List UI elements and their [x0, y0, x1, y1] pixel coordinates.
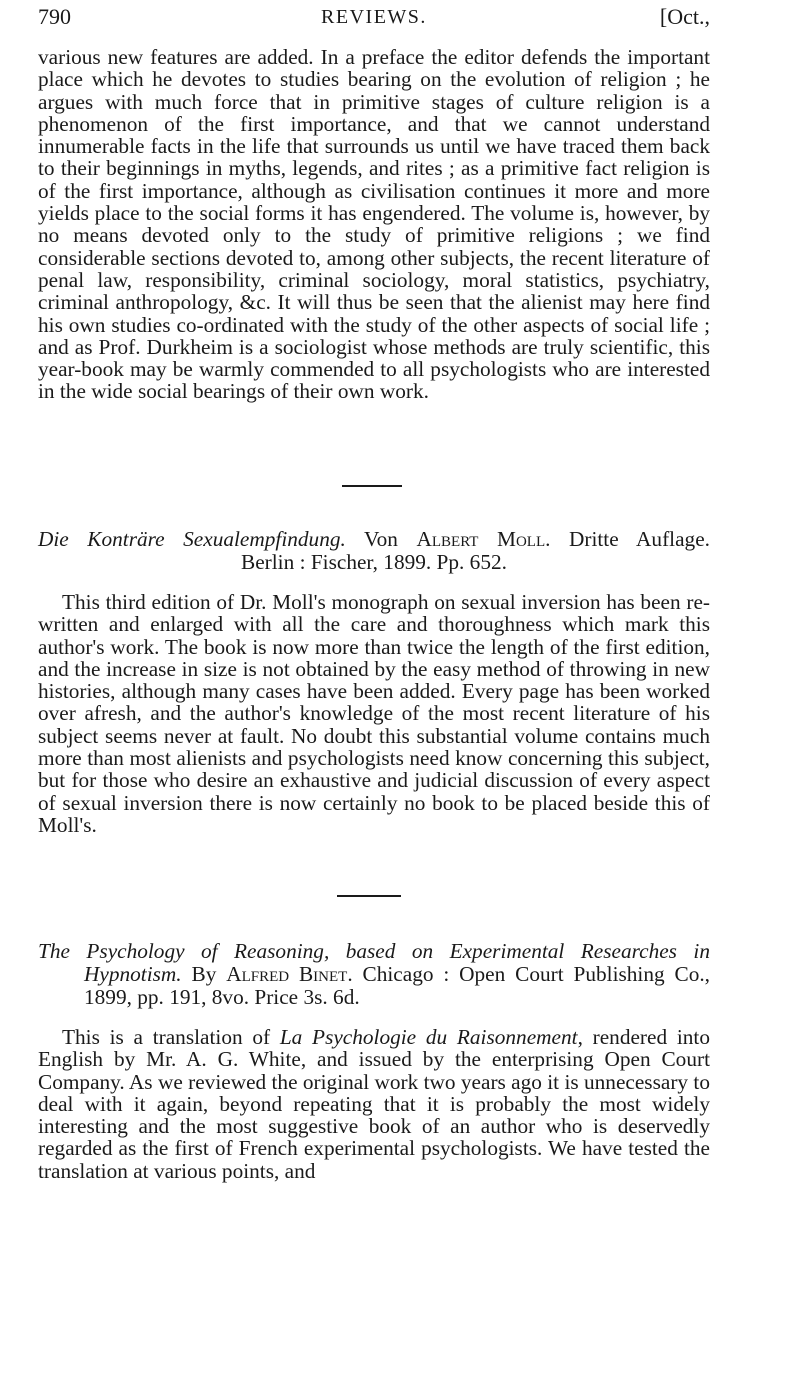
- text-segment: This is a translation of: [62, 1025, 271, 1049]
- section-divider: [337, 895, 401, 897]
- book-title: Die Konträre Sexualempfindung.: [38, 527, 346, 551]
- book-edition: Dritte Auflage.: [569, 527, 710, 551]
- by-prefix: By: [191, 961, 217, 986]
- book-publication: Berlin : Fischer, 1899. Pp. 652.: [241, 549, 507, 574]
- citation-block: [38, 940, 710, 1008]
- review-text-binet: [38, 1026, 710, 1182]
- review-citation-binet: [38, 940, 710, 1008]
- original-title: La Psychologie du Raisonnement: [279, 1025, 578, 1049]
- by-prefix: Von: [363, 527, 398, 551]
- section-divider: [342, 485, 402, 487]
- page-number: 790: [38, 4, 71, 29]
- running-date: [Oct.,: [659, 4, 710, 29]
- text-segment: , rendered into English by Mr. A. G. White, and issued by the enterprising Open Court Company. As we reviewed the original work two years ago it is unnecessary to deal with it again, beyond repeating that it is probably the most widely interesting and the most suggestive book of an author who is deservedly regarded as the first of French experimental psychologists. We have tested the translation at various points, and: [38, 1025, 710, 1183]
- review-citation-moll: [38, 528, 710, 574]
- running-head: REVIEWS.: [321, 6, 427, 28]
- page-header: [38, 4, 710, 38]
- continued-review-text: various new features are added. In a preface the editor defends the important place which he devotes to studies bearing on the evolution of religion ; he argues with much force that in primitive stages of culture religion is a phenomenon of the first importance, and that we cannot understand innumerable facts in the life that surrounds us until we have traced them back to their beginnings in myths, legends, and rites ; as a primitive fact religion is of the first importance, although as civilisation continues it more and more yields place to the social forms it has engendered. The volume is, however, by no means devoted only to the study of primitive religions ; we find considerable sections devoted to, among other subjects, the recent literature of penal law, responsibility, criminal sociology, moral statistics, psychiatry, criminal anthropology, &c. It will thus be seen that the alienist may here find his own studies co-ordinated with the study of the other aspects of social life ; and as Prof. Durkheim is a sociologist whose methods are truly scientific, this year-book may be warmly commended to all psychologists who are interested in the wide social bearings of their own work.: [38, 45, 710, 404]
- book-author: Albert Moll.: [416, 527, 551, 551]
- book-publication: Chicago : Open Court Publishing Co., 1899, pp. 191, 8vo. Price 3s. 6d.: [84, 961, 711, 1009]
- citation-line-1: [38, 528, 710, 551]
- review-text-moll: This third edition of Dr. Moll's monograph on sexual inversion has been re-written and enlarged with all the care and thoroughness which mark this author's work. The book is now more than twice the length of the first edition, and the increase in size is not obtained by the easy method of throwing in new histories, although many cases have been added. Every page has been worked over afresh, and the author's knowledge of the most recent literature of his subject seems never at fault. No doubt this substantial volume contains much more than most alienists and psychologists need know concerning this subject, but for those who desire an exhaustive and judicial discussion of every aspect of sexual inversion there is now certainly no book to be placed beside this of Moll's.: [38, 590, 710, 837]
- book-title: The Psychology of Reasoning, based on Experimental Researches in Hypnotism.: [38, 939, 710, 986]
- book-author: Alfred Binet.: [226, 961, 353, 986]
